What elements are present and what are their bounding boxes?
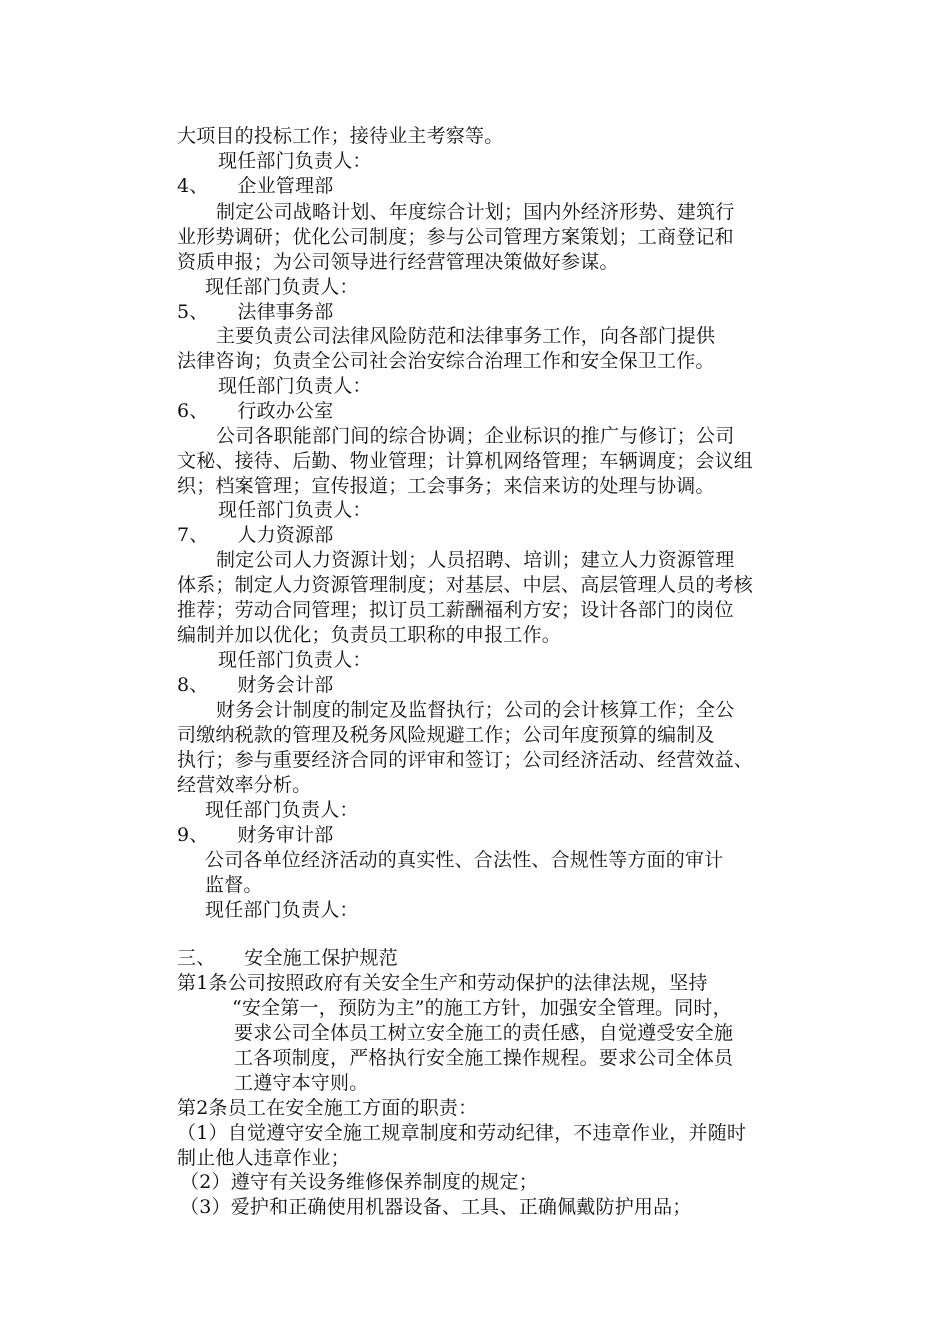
text-line: 公司各职能部门间的综合协调；企业标识的推广与修订；公司 (216, 425, 735, 447)
text-line: 现任部门负责人： (218, 499, 372, 521)
text-line: “安全第一，预防为主”的施工方针，加强安全管理。同时， (232, 997, 732, 1019)
text-line: 公司各单位经济活动的真实性、合法性、合规性等方面的审计 (205, 849, 724, 871)
text-line: 制止他人违章作业； (177, 1147, 350, 1169)
text-line: 业形势调研；优化公司制度；参与公司管理方案策划；工商登记和 (177, 226, 734, 248)
section-heading: 4、 企业管理部 (177, 175, 334, 197)
chapter-heading: 三、 安全施工保护规范 (177, 947, 398, 969)
text-line: 制定公司人力资源计划；人员招聘、培训；建立人力资源管理 (216, 549, 735, 571)
text-line: 监督。 (205, 874, 263, 896)
section-heading: 9、 财务审计部 (177, 824, 334, 846)
text-line: 工遵守本守则。 (234, 1072, 369, 1094)
text-line: （1）自觉遵守安全施工规章制度和劳动纪律，不违章作业，并随时 (177, 1122, 747, 1144)
text-line: 制定公司战略计划、年度综合计划；国内外经济形势、建筑行 (216, 201, 735, 223)
text-line: 现任部门负责人： (218, 150, 372, 172)
text-line: 现任部门负责人： (218, 375, 372, 397)
text-line: 第2条员工在安全施工方面的职责： (177, 1097, 478, 1119)
text-line: 资质申报；为公司领导进行经营管理决策做好参谋。 (177, 251, 619, 273)
text-line: 主要负责公司法律风险防范和法律事务工作，向各部门提供 (216, 325, 716, 347)
text-line: （2）遵守有关设务维修保养制度的规定； (180, 1171, 538, 1193)
text-line: 工各项制度，严格执行安全施工操作规程。要求公司全体员 (234, 1047, 734, 1069)
text-line: 财务会计制度的制定及监督执行；公司的会计核算工作；全公 (216, 699, 735, 721)
section-heading: 7、 人力资源部 (177, 524, 334, 546)
text-line: 推荐；劳动合同管理；拟订员工薪酬福利方安；设计各部门的岗位 (177, 599, 734, 621)
text-line: 现任部门负责人： (205, 276, 359, 298)
text-line: 经营效率分析。 (177, 774, 312, 796)
text-line: 法律咨询；负责全公司社会治安综合治理工作和安全保卫工作。 (177, 350, 715, 372)
text-line: 现任部门负责人： (205, 799, 359, 821)
text-line: 体系；制定人力资源管理制度；对基层、中层、高层管理人员的考核 (177, 574, 754, 596)
section-heading: 8、 财务会计部 (177, 674, 334, 696)
text-line: 第1条公司按照政府有关安全生产和劳动保护的法律法规，坚持 (177, 972, 708, 994)
section-heading: 6、 行政办公室 (177, 400, 334, 422)
text-line: （3）爱护和正确使用机器设备、工具、正确佩戴防护用品； (180, 1196, 692, 1218)
text-line: 文秘、接待、后勤、物业管理；计算机网络管理；车辆调度；会议组 (177, 450, 754, 472)
text-line: 现任部门负责人： (205, 899, 359, 921)
text-line: 大项目的投标工作；接待业主考察等。 (177, 125, 504, 147)
text-line: 织；档案管理；宣传报道；工会事务；来信来访的处理与协调。 (177, 475, 715, 497)
text-line: 现任部门负责人： (218, 649, 372, 671)
text-line: 执行；参与重要经济合同的评审和签订；公司经济活动、经营效益、 (177, 749, 754, 771)
text-line: 司缴纳税款的管理及税务风险规避工作；公司年度预算的编制及 (177, 724, 715, 746)
section-heading: 5、 法律事务部 (177, 301, 334, 323)
text-line: 编制并加以优化；负责员工职称的申报工作。 (177, 624, 562, 646)
text-line: 要求公司全体员工树立安全施工的责任感，自觉遵受安全施 (234, 1022, 734, 1044)
